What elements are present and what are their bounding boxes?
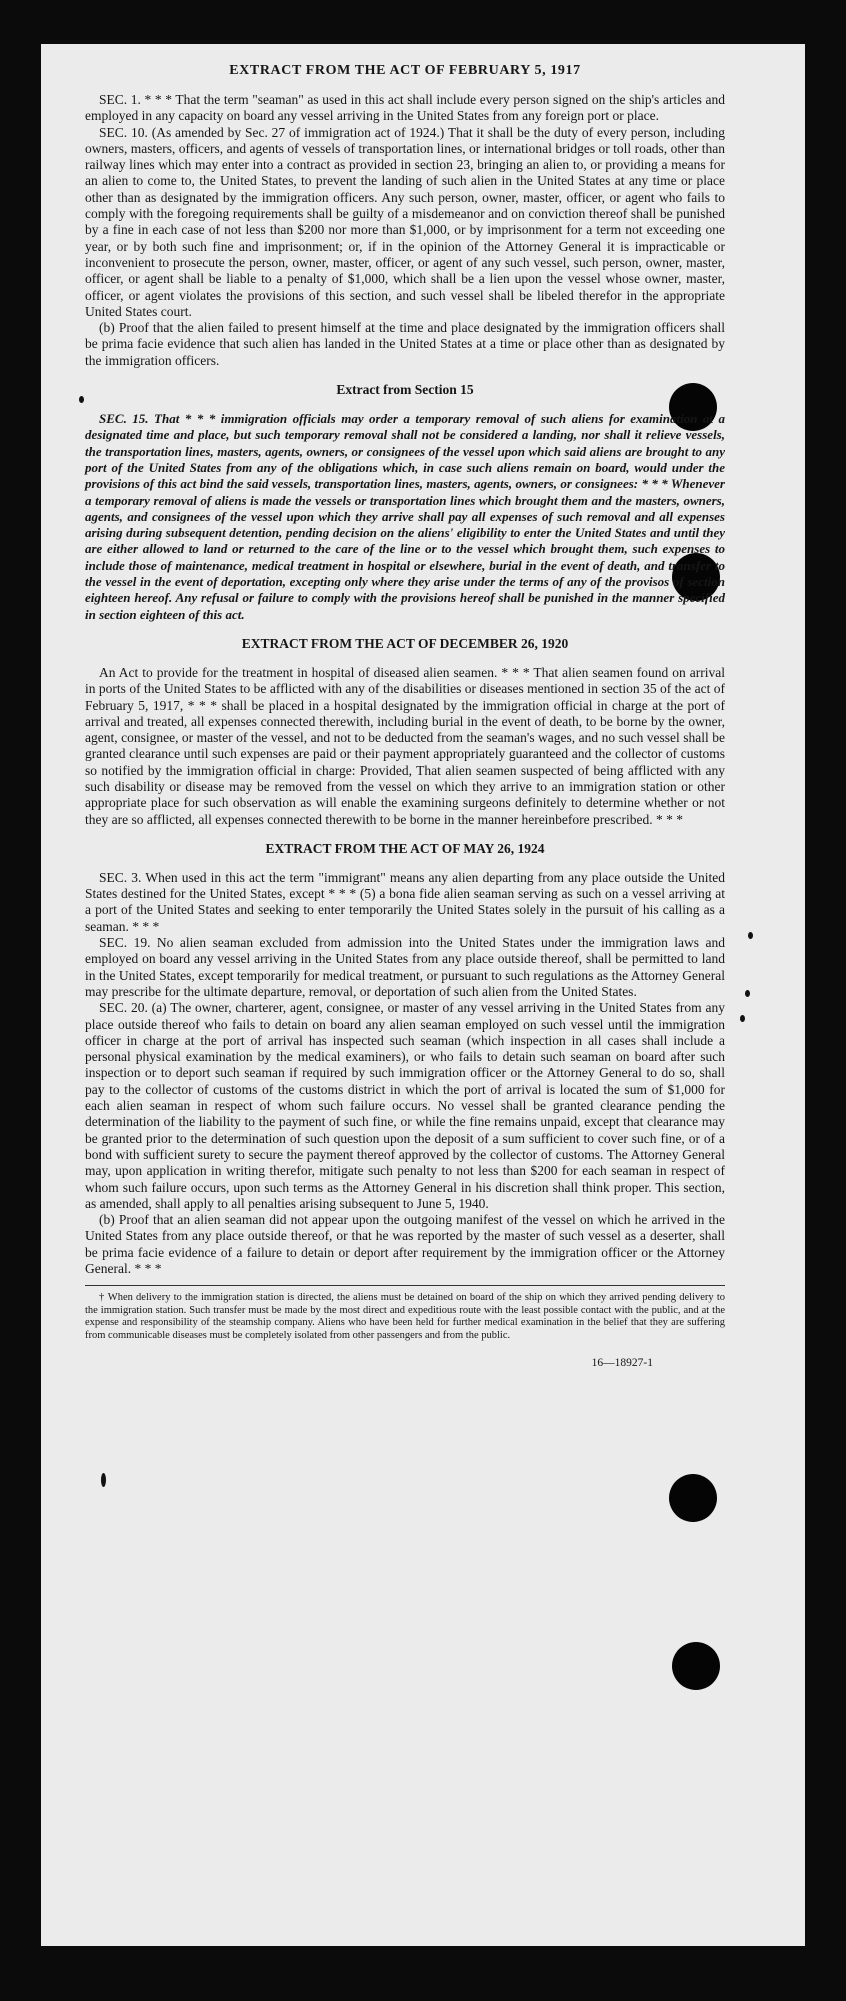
section-19-paragraph: SEC. 19. No alien seaman excluded from admission into the United States under the immigration laws and employed on board any vessel arriving in the United States from any place outside thereof, shall be permitted to land in the United States, except temporarily for medical treatment, or pursuant to such regulations as the Attorney General may prescribe for the ultimate departure, removal, or deportation of such alien from the United States. [85, 935, 725, 999]
footnote-divider [85, 1285, 725, 1286]
margin-speck [740, 1015, 745, 1022]
section-3-paragraph: SEC. 3. When used in this act the term "immigrant" means any alien departing from any place outside the United States destined for the United States, except * * * (5) a bona fide alien seaman serving as such on a vessel arriving at a port of the United States and seeking to enter temporarily the United States solely in the pursuit of his calling as a seaman. * * * [85, 869, 725, 934]
margin-speck [745, 990, 750, 997]
form-number: 16—18927-1 [591, 1356, 653, 1369]
section-15-paragraph: SEC. 15. That * * * immigration officials may order a temporary removal of such aliens for examination at a designated time and place, but such temporary removal shall not be considered a landing, nor shall it relieve vessels, the transportation lines, masters, agents, owners, or consignees of the vessel upon which said aliens are brought to any port of the United States from any of the obligations which, in case such aliens remain on board, would under the provisions of this act bind the said vessels, transportation lines, masters, agents, owners, or consignees: * * * Whenever a temporary removal of aliens is made the vessels or transportation lines which brought them and the masters, owners, agents, and consignees of the vessel upon which they arrive shall pay all expenses of such removal and all expenses arising during subsequent detention, pending decision on the aliens' eligibility to enter the United States and until they are either allowed to land or returned to the care of the line or to the vessel which brought them, such expenses to include those of maintenance, medical treatment in hospital or elsewhere, burial in the event of death, and transfer to the vessel in the event of deportation, excepting only where they arise under the terms of any of the provisos of section eighteen hereof. Any refusal or failure to comply with the provisions hereof shall be punished in the manner specified in section eighteen of this act. [85, 411, 725, 622]
section-10-paragraph: SEC. 10. (As amended by Sec. 27 of immigration act of 1924.) That it shall be the duty of every person, including owners, masters, officers, and agents of vessels of transportation lines, or international bridges or toll roads, other than railway lines which may enter into a contract as provided in section 23, bringing an alien to, or providing a means for an alien to come to, the United States, to prevent the landing of such alien in the United States at any time or place other than as designated by the immigration officers. Any such person, owner, master, officer, or agent who fails to comply with the foregoing requirements shall be guilty of a misdemeanor and on conviction thereof shall be punished by a fine in each case of not less than $200 nor more than $1,000, or by imprisonment for a term not exceeding one year, or by both such fine and imprisonment; or, if in the opinion of the Attorney General it is impracticable or inconvenient to prosecute the person, owner, master, officer, or agent of any such vessel, such person, owner, master, officer, or agent shall be liable to a penalty of $1,000, which shall be a lien upon the vessel whose owner, master, officer, or agent violates the provisions of this section, and such vessel shall be libeled therefor in the appropriate United States court. [85, 124, 725, 319]
section-1-paragraph: SEC. 1. * * * That the term "seaman" as used in this act shall include every person signed on the ship's articles and employed in any capacity on board any vessel arriving in the United States from any foreign port or place. [85, 92, 725, 124]
punch-hole-4 [672, 1642, 720, 1690]
margin-speck [79, 396, 84, 403]
document-text [85, 62, 725, 1369]
heading-act-1917: EXTRACT FROM THE ACT OF FEBRUARY 5, 1917 [229, 63, 581, 78]
punch-hole-3 [669, 1474, 717, 1522]
margin-speck [748, 932, 753, 939]
section-20a-paragraph: SEC. 20. (a) The owner, charterer, agent, consignee, or master of any vessel arriving in the United States from any place outside thereof who fails to detain on board any alien seaman employed on such vessel until the immigration officer in charge at the port of arrival has inspected such seaman (which inspection in all cases shall include a personal physical examination by the medical examiners), or who fails to detain such seaman on board after such inspection or to deport such seaman if required by such immigration officer or the Attorney General to do so, shall pay to the collector of customs of the customs district in which the port of arrival is located the sum of $1,000 for each alien seaman in respect of whom such failure occurs. No vessel shall be granted clearance pending the determination of the liability to the payment of such fine, or while the fine remains unpaid, except that clearance may be granted prior to the determination of such question upon the deposit of a sum sufficient to cover such fine, or of a bond with sufficient surety to secure the payment thereof approved by the collector of customs. The Attorney General may, upon application in writing therefor, mitigate such penalty to not less than $200 for each seaman in respect of whom such failure occurs, upon such terms as the Attorney General in his discretion shall think proper. This section, as amended, shall apply to all penalties arising subsequent to June 5, 1940. [85, 1000, 725, 1211]
footnote: † When delivery to the immigration station is directed, the aliens must be detained on board of the ship on which they arrived pending delivery to the immigration station. Such transfer must be made by the most direct and expeditious route with the least possible contact with the public, and at the expense and responsibility of the steamship company. Aliens who have been held for further medical examination in the belief that they are suffering from communicable diseases must be completely isolated from other passengers and from the public. [85, 1292, 725, 1342]
margin-speck [101, 1473, 106, 1487]
heading-act-1920: EXTRACT FROM THE ACT OF DECEMBER 26, 1920 [241, 635, 569, 651]
heading-act-1924: EXTRACT FROM THE ACT OF MAY 26, 1924 [265, 840, 545, 856]
section-20b-paragraph: (b) Proof that an alien seaman did not appear upon the outgoing manifest of the vessel on which he arrived in the United States from any place outside thereof, or that he was reported by the master of such vessel as a deserter, shall be prima facie evidence of a failure to detain or deport after requirement by the immigration officer or the Attorney General. * * * [85, 1212, 725, 1276]
section-10b-paragraph: (b) Proof that the alien failed to present himself at the time and place designated by the immigration officers shall be prima facie evidence that such alien has landed in the United States at a time or place other than as designated by the immigration officers. [85, 320, 725, 368]
act-1920-paragraph: An Act to provide for the treatment in hospital of diseased alien seamen. * * * That alien seamen found on arrival in ports of the United States to be afflicted with any of the disabilities or diseases mentioned in section 35 of the act of February 5, 1917, * * * shall be placed in a hospital designated by the immigration official in charge at the port of arrival and treated, all expenses connected therewith, including burial in the event of death, to be borne by the owner, agent, consignee, or master of the vessel, and not to be deducted from the seaman's wages, and no such vessel shall be granted clearance until such expenses are paid or their payment appropriately guaranteed and the collector of customs so notified by the immigration official in charge: Provided, That alien seamen suspected of being afflicted with any such disability or disease may be removed from the vessel on which they arrive to an immigration station or other appropriate place for such observation as will enable the examining surgeons definitely to determine whether or not they are so afflicted, all expenses connected therewith to be borne in the manner hereinbefore prescribed. * * * [85, 664, 725, 827]
heading-section-15: Extract from Section 15 [336, 382, 474, 398]
